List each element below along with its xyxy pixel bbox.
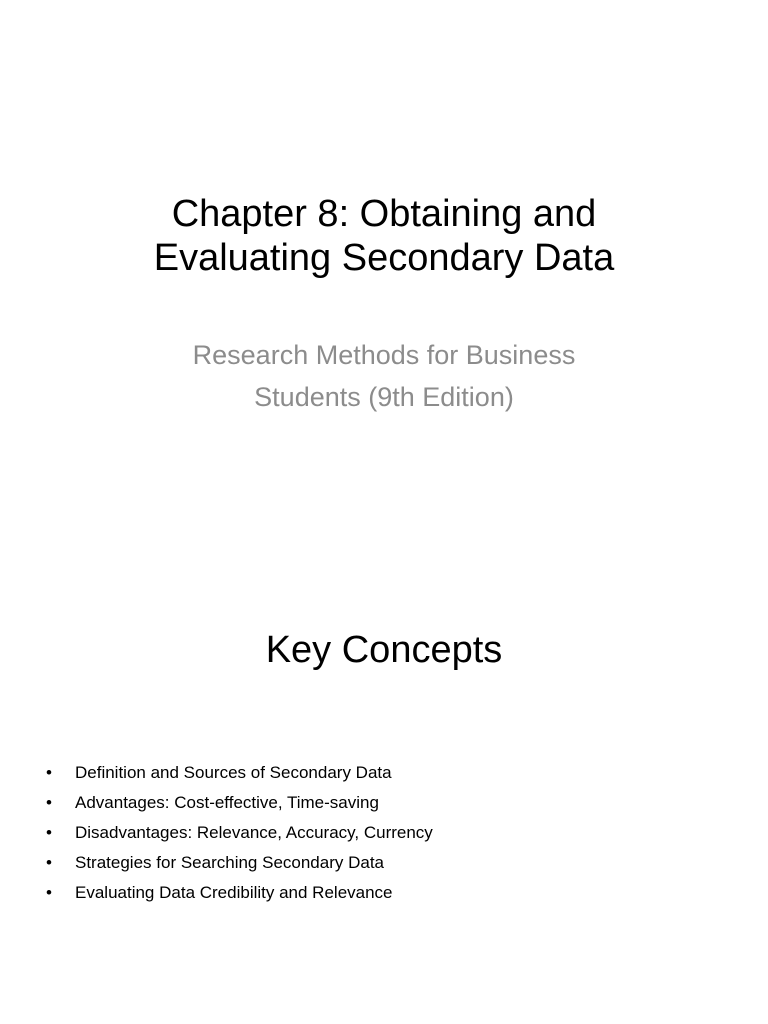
slide-subtitle-line: Students (9th Edition) [254, 382, 514, 412]
bullet-icon: • [46, 763, 52, 782]
list-item-text: Strategies for Searching Secondary Data [75, 853, 385, 872]
bullet-list [44, 758, 433, 908]
list-item-text: Definition and Sources of Secondary Data [75, 763, 392, 782]
list-item-text: Evaluating Data Credibility and Relevance [75, 883, 393, 902]
list-item-text: Advantages: Cost-effective, Time-saving [75, 793, 379, 812]
key-concepts-slide [0, 512, 768, 1024]
bullet-icon: • [46, 823, 52, 842]
list-item-text: Disadvantages: Relevance, Accuracy, Currency [75, 823, 433, 842]
bullet-icon: • [46, 793, 52, 812]
list-item [44, 758, 433, 788]
slide-title [40, 192, 728, 280]
slide-title-line: Evaluating Secondary Data [153, 237, 615, 279]
list-item [44, 848, 433, 878]
bullet-icon: • [46, 853, 52, 872]
bullet-icon: • [46, 883, 52, 902]
slide-title-line: Chapter 8: Obtaining and [171, 193, 597, 235]
slide-subtitle [40, 334, 728, 418]
list-item [44, 878, 433, 908]
section-title: Key Concepts [265, 629, 503, 671]
list-item [44, 818, 433, 848]
list-item [44, 788, 433, 818]
slide-subtitle-line: Research Methods for Business [192, 340, 576, 370]
